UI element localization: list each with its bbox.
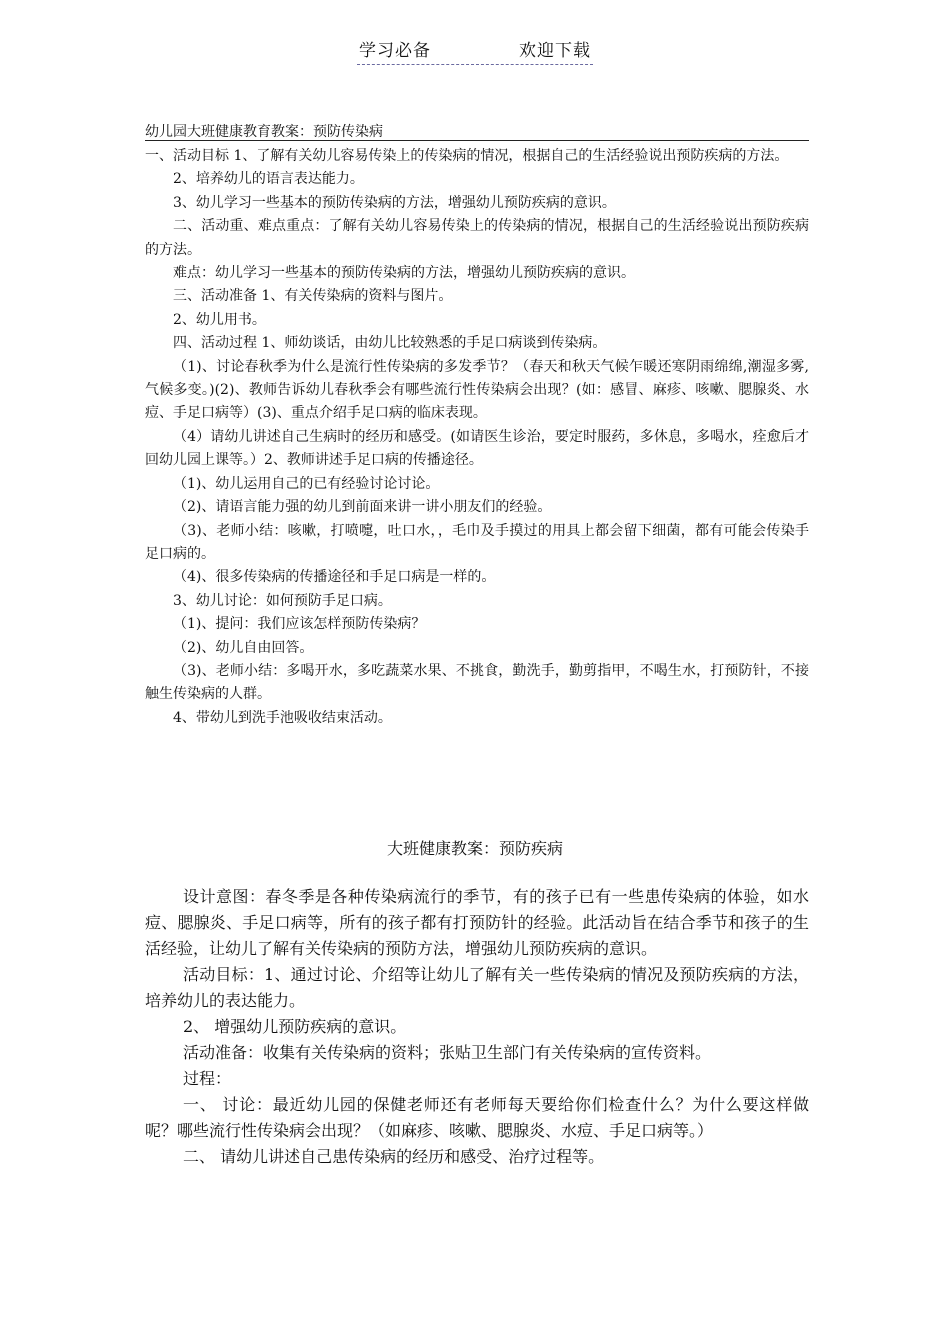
paragraph: 二、活动重、难点重点：了解有关幼儿容易传染上的传染病的情况，根据自己的生活经验说出预防疾病的方法。 — [145, 218, 809, 258]
paragraph: 4、带幼儿到洗手池吸收结束活动。 — [173, 709, 392, 726]
paragraph: （1)、讨论春秋季为什么是流行性传染病的多发季节？（春天和秋天气候乍暖还寒阴雨绵绵,潮湿多雾,气候多变。)(2)、教师告诉幼儿春秋季会有哪些流行性传染病会出现？(如：感冒、麻疹、咳嗽、腮腺炎、水痘、手足口病等）(3)、重点介绍手足口病的临床表现。 — [145, 358, 809, 422]
title-rule — [145, 140, 809, 141]
paragraph: 三、活动准备 1、有关传染病的资料与图片。 — [173, 288, 453, 305]
lesson-plan-2-body — [145, 884, 809, 1170]
paragraph: 一、 讨论：最近幼儿园的保健老师还有老师每天要给你们检查什么？为什么要这样做呢？哪些流行性传染病会出现？（如麻疹、咳嗽、腮腺炎、水痘、手足口病等。） — [145, 1095, 809, 1140]
paragraph: 设计意图：春冬季是各种传染病流行的季节，有的孩子已有一些患传染病的体验，如水痘、腮腺炎、手足口病等，所有的孩子都有打预防针的经验。此活动旨在结合季节和孩子的生活经验，让幼儿了解有关传染病的预防方法，增强幼儿预防疾病的意识。 — [145, 887, 809, 958]
page-header — [0, 36, 950, 65]
paragraph: （3)、老师小结：多喝开水，多吃蔬菜水果、不挑食，勤洗手，勤剪指甲，不喝生水，打预防针，不接触生传染病的人群。 — [145, 662, 809, 703]
paragraph: 一、活动目标 1、了解有关幼儿容易传染上的传染病的情况，根据自己的生活经验说出预防疾病的方法。 — [145, 148, 789, 164]
paragraph: （2)、幼儿自由回答。 — [173, 639, 314, 656]
paragraph: 2、 增强幼儿预防疾病的意识。 — [183, 1017, 407, 1036]
document-title: 幼儿园大班健康教育教案：预防传染病 — [145, 124, 383, 140]
paragraph: （1)、提问：我们应该怎样预防传染病？ — [173, 616, 426, 633]
lesson-plan-1-body — [145, 145, 809, 730]
paragraph: 2、培养幼儿的语言表达能力。 — [173, 171, 364, 188]
paragraph: （4）请幼儿讲述自己生病时的经历和感受。(如请医生诊治，要定时服药，多休息，多喝水，痊愈后才回幼儿园上课等。）2、教师讲述手足口病的传播途径。 — [145, 428, 809, 469]
paragraph: 3、幼儿讨论：如何预防手足口病。 — [173, 592, 392, 609]
header-left-text: 学习必备 — [359, 41, 431, 61]
paragraph: 活动目标：1、通过讨论、介绍等让幼儿了解有关一些传染病的情况及预防疾病的方法，培养幼儿的表达能力。 — [145, 965, 809, 1010]
paragraph: （3)、老师小结：咳嗽，打喷嚏，吐口水，，毛巾及手摸过的用具上都会留下细菌，都有可能会传染手足口病的。 — [145, 522, 809, 562]
paragraph: 3、幼儿学习一些基本的预防传染病的方法，增强幼儿预防疾病的意识。 — [173, 194, 616, 211]
header-banner — [357, 36, 593, 65]
paragraph: 二、 请幼儿讲述自己患传染病的经历和感受、治疗过程等。 — [183, 1147, 605, 1166]
header-right-text: 欢迎下载 — [519, 41, 591, 61]
paragraph: （2)、请语言能力强的幼儿到前面来讲一讲小朋友们的经验。 — [173, 499, 552, 516]
paragraph: 活动准备：收集有关传染病的资料；张贴卫生部门有关传染病的宣传资料。 — [183, 1043, 712, 1062]
paragraph: 过程： — [183, 1069, 232, 1088]
paragraph: 难点：幼儿学习一些基本的预防传染病的方法，增强幼儿预防疾病的意识。 — [173, 265, 635, 282]
paragraph: （4)、很多传染病的传播途径和手足口病是一样的。 — [173, 569, 496, 586]
paragraph: 2、幼儿用书。 — [173, 311, 266, 328]
paragraph: 四、活动过程 1、师幼谈话，由幼儿比较熟悉的手足口病谈到传染病。 — [173, 335, 607, 352]
paragraph: （1)、幼儿运用自己的已有经验讨论讨论。 — [173, 475, 440, 492]
section-title: 大班健康教案：预防疾病 — [386, 839, 563, 858]
